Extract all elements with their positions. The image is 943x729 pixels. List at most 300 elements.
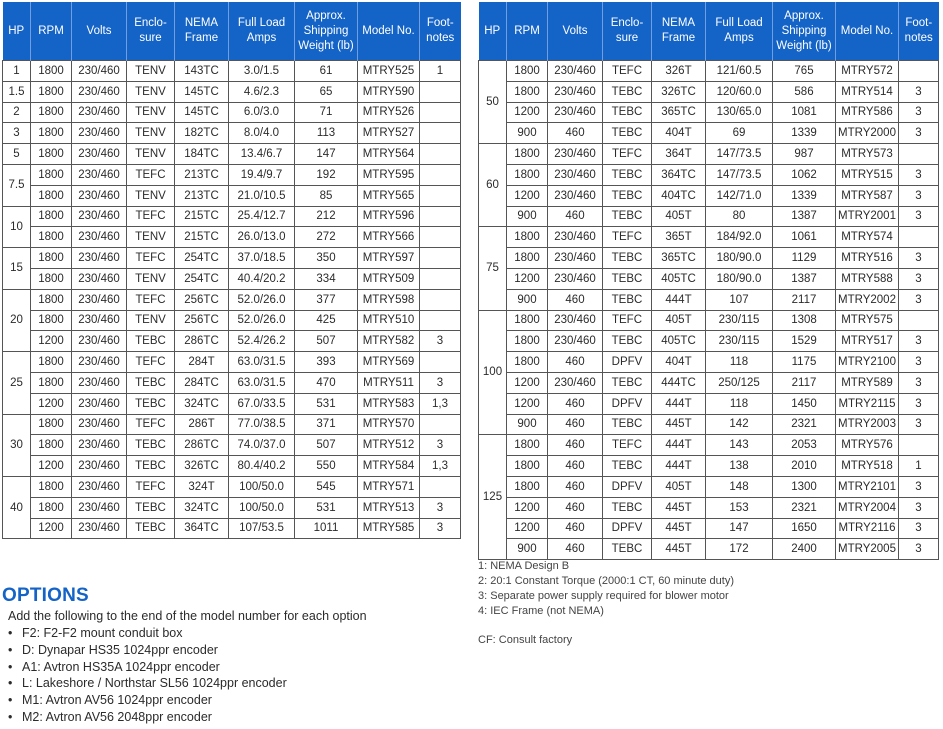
- table-cell: 256TC: [175, 310, 229, 331]
- table-row: [479, 456, 939, 477]
- table-cell: 19.4/9.7: [229, 164, 295, 185]
- table-cell: 65: [295, 81, 358, 102]
- table-cell: 286T: [175, 414, 229, 435]
- table-cell: 3: [420, 497, 461, 518]
- table-cell: 444T: [652, 435, 706, 456]
- table-cell: MTRY514: [836, 81, 899, 102]
- table-cell: 120/60.0: [706, 81, 773, 102]
- table-cell: MTRY2100: [836, 352, 899, 373]
- table-row: [479, 123, 939, 144]
- hp-cell: 50: [479, 61, 507, 144]
- option-text: A1: Avtron HS35A 1024ppr encoder: [22, 659, 220, 674]
- column-header: Approx. Shipping Weight (lb): [773, 2, 836, 61]
- table-cell: 405TC: [652, 331, 706, 352]
- table-cell: MTRY569: [358, 352, 420, 373]
- table-cell: [899, 144, 939, 165]
- option-item: [8, 659, 287, 676]
- bullet: •: [8, 626, 13, 640]
- table-cell: MTRY525: [358, 61, 420, 82]
- table-cell: 1200: [31, 393, 72, 414]
- table-cell: 444T: [652, 456, 706, 477]
- table-cell: 1: [899, 456, 939, 477]
- column-header: NEMA Frame: [652, 2, 706, 61]
- table-cell: MTRY576: [836, 435, 899, 456]
- table-cell: TEFC: [603, 144, 652, 165]
- table-cell: 1529: [773, 331, 836, 352]
- table-cell: 371: [295, 414, 358, 435]
- table-cell: 2117: [773, 289, 836, 310]
- table-cell: 254TC: [175, 248, 229, 269]
- table-cell: 130/65.0: [706, 102, 773, 123]
- hp-cell: 10: [3, 206, 31, 248]
- table-cell: 2010: [773, 456, 836, 477]
- table-cell: TEFC: [127, 414, 175, 435]
- table-cell: 1200: [507, 185, 548, 206]
- table-cell: TEBC: [127, 435, 175, 456]
- table-cell: 1200: [507, 393, 548, 414]
- bullet: •: [8, 676, 13, 691]
- table-row: [3, 393, 461, 414]
- column-header: RPM: [507, 2, 548, 61]
- table-cell: 326T: [652, 61, 706, 82]
- table-cell: 1800: [31, 310, 72, 331]
- table-cell: 3: [420, 435, 461, 456]
- table-cell: MTRY2000: [836, 123, 899, 144]
- table-cell: 425: [295, 310, 358, 331]
- table-cell: 1800: [507, 81, 548, 102]
- table-cell: 61: [295, 61, 358, 82]
- hp-cell: 100: [479, 310, 507, 435]
- table-cell: 324TC: [175, 393, 229, 414]
- table-cell: 212: [295, 206, 358, 227]
- table-cell: 1800: [31, 372, 72, 393]
- table-cell: 1800: [31, 185, 72, 206]
- table-cell: [420, 310, 461, 331]
- table-cell: 405TC: [652, 268, 706, 289]
- table-cell: 1800: [31, 81, 72, 102]
- table-cell: 3: [899, 497, 939, 518]
- table-cell: 25.4/12.7: [229, 206, 295, 227]
- table-cell: 1800: [31, 352, 72, 373]
- table-cell: 230/460: [548, 372, 603, 393]
- table-cell: DPFV: [603, 393, 652, 414]
- table-cell: 145TC: [175, 81, 229, 102]
- table-cell: 1339: [773, 123, 836, 144]
- table-cell: 1200: [507, 268, 548, 289]
- table-cell: [420, 144, 461, 165]
- table-cell: 1800: [31, 248, 72, 269]
- table-cell: 460: [548, 518, 603, 539]
- footnotes-list: [478, 559, 734, 619]
- table-cell: 1800: [31, 227, 72, 248]
- table-cell: 1387: [773, 206, 836, 227]
- table-cell: 1800: [31, 144, 72, 165]
- table-cell: 1650: [773, 518, 836, 539]
- table-cell: [420, 102, 461, 123]
- table-cell: 445T: [652, 497, 706, 518]
- table-cell: [899, 310, 939, 331]
- hp-cell: 1.5: [3, 81, 31, 102]
- table-cell: 8.0/4.0: [229, 123, 295, 144]
- table-cell: 6.0/3.0: [229, 102, 295, 123]
- table-cell: 147: [295, 144, 358, 165]
- table-cell: 100/50.0: [229, 497, 295, 518]
- table-cell: TEFC: [127, 248, 175, 269]
- hp-cell: 60: [479, 144, 507, 227]
- table-row: [479, 102, 939, 123]
- table-cell: MTRY2115: [836, 393, 899, 414]
- table-cell: 256TC: [175, 289, 229, 310]
- table-row: [3, 435, 461, 456]
- table-cell: 52.0/26.0: [229, 310, 295, 331]
- table-cell: 77.0/38.5: [229, 414, 295, 435]
- table-cell: TEBC: [603, 81, 652, 102]
- table-cell: 460: [548, 539, 603, 560]
- table-cell: 1,3: [420, 393, 461, 414]
- table-row: [479, 310, 939, 331]
- table-cell: 230/460: [72, 331, 127, 352]
- column-header: Volts: [72, 2, 127, 61]
- table-cell: [420, 289, 461, 310]
- table-cell: [420, 268, 461, 289]
- table-cell: TEFC: [603, 61, 652, 82]
- table-cell: 180/90.0: [706, 268, 773, 289]
- table-cell: TENV: [127, 102, 175, 123]
- table-cell: 230/460: [548, 81, 603, 102]
- table-cell: 230/460: [548, 144, 603, 165]
- table-cell: 182TC: [175, 123, 229, 144]
- table-row: [479, 164, 939, 185]
- table-cell: 365TC: [652, 102, 706, 123]
- table-cell: 460: [548, 476, 603, 497]
- footnote-item: 2: 20:1 Constant Torque (2000:1 CT, 60 minute duty): [478, 575, 735, 587]
- table-cell: 460: [548, 497, 603, 518]
- table-cell: MTRY2004: [836, 497, 899, 518]
- table-row: [3, 61, 461, 82]
- table-cell: 2321: [773, 497, 836, 518]
- table-cell: MTRY573: [836, 144, 899, 165]
- table-cell: 1308: [773, 310, 836, 331]
- table-row: [479, 393, 939, 414]
- table-row: [479, 518, 939, 539]
- table-cell: MTRY512: [358, 435, 420, 456]
- table-cell: 3: [899, 518, 939, 539]
- table-cell: TEBC: [603, 414, 652, 435]
- table-cell: MTRY2002: [836, 289, 899, 310]
- table-cell: 230/460: [72, 81, 127, 102]
- table-cell: 284T: [175, 352, 229, 373]
- table-cell: MTRY2101: [836, 476, 899, 497]
- table-cell: MTRY574: [836, 227, 899, 248]
- options-intro: Add the following to the end of the model number for each option: [8, 609, 367, 623]
- table-cell: 143: [706, 435, 773, 456]
- table-cell: MTRY2003: [836, 414, 899, 435]
- table-cell: TEBC: [603, 539, 652, 560]
- table-cell: 3: [899, 331, 939, 352]
- table-cell: 1200: [31, 518, 72, 539]
- table-row: [3, 289, 461, 310]
- table-cell: 230/460: [72, 435, 127, 456]
- table-cell: TENV: [127, 144, 175, 165]
- table-row: [3, 123, 461, 144]
- table-cell: 213TC: [175, 164, 229, 185]
- table-cell: 107/53.5: [229, 518, 295, 539]
- motor-table-right: [478, 2, 939, 560]
- table-cell: 3.0/1.5: [229, 61, 295, 82]
- table-cell: 2321: [773, 414, 836, 435]
- table-header-row: [479, 2, 939, 61]
- table-cell: 121/60.5: [706, 61, 773, 82]
- table-row: [479, 435, 939, 456]
- table-cell: 153: [706, 497, 773, 518]
- table-cell: DPFV: [603, 352, 652, 373]
- table-cell: 230/460: [72, 414, 127, 435]
- table-cell: 37.0/18.5: [229, 248, 295, 269]
- table-cell: 1061: [773, 227, 836, 248]
- table-cell: 404TC: [652, 185, 706, 206]
- table-cell: 13.4/6.7: [229, 144, 295, 165]
- table-cell: 286TC: [175, 435, 229, 456]
- table-cell: MTRY2005: [836, 539, 899, 560]
- table-cell: TEFC: [603, 435, 652, 456]
- table-cell: MTRY572: [836, 61, 899, 82]
- table-cell: 230/460: [548, 331, 603, 352]
- table-row: [479, 352, 939, 373]
- table-cell: 272: [295, 227, 358, 248]
- table-cell: 445T: [652, 539, 706, 560]
- footnote-item: 3: Separate power supply required for blower motor: [478, 590, 729, 602]
- table-cell: [420, 164, 461, 185]
- table-cell: TEBC: [127, 372, 175, 393]
- table-cell: 1200: [507, 518, 548, 539]
- table-cell: 52.4/26.2: [229, 331, 295, 352]
- table-cell: 180/90.0: [706, 248, 773, 269]
- table-cell: 172: [706, 539, 773, 560]
- table-cell: 286TC: [175, 331, 229, 352]
- option-item: [8, 692, 287, 709]
- table-cell: 460: [548, 435, 603, 456]
- table-cell: 230/460: [72, 310, 127, 331]
- table-cell: [420, 248, 461, 269]
- table-cell: MTRY518: [836, 456, 899, 477]
- table-cell: 3: [899, 248, 939, 269]
- table-cell: 1800: [31, 164, 72, 185]
- table-cell: 147/73.5: [706, 164, 773, 185]
- table-cell: 3: [420, 331, 461, 352]
- table-cell: [420, 206, 461, 227]
- table-cell: 74.0/37.0: [229, 435, 295, 456]
- table-cell: 230/460: [72, 227, 127, 248]
- table-cell: 230/460: [72, 164, 127, 185]
- table-cell: 1800: [507, 352, 548, 373]
- table-cell: 230/460: [72, 352, 127, 373]
- table-cell: 1800: [31, 102, 72, 123]
- table-cell: TEBC: [603, 164, 652, 185]
- table-cell: 1800: [507, 435, 548, 456]
- table-cell: MTRY2116: [836, 518, 899, 539]
- table-cell: 460: [548, 206, 603, 227]
- table-cell: TEFC: [127, 164, 175, 185]
- table-cell: TEBC: [603, 185, 652, 206]
- table-cell: 230/460: [72, 61, 127, 82]
- table-row: [479, 372, 939, 393]
- table-cell: 250/125: [706, 372, 773, 393]
- table-cell: MTRY570: [358, 414, 420, 435]
- bullet: •: [8, 709, 13, 724]
- table-cell: 215TC: [175, 227, 229, 248]
- table-row: [479, 497, 939, 518]
- column-header: Foot- notes: [420, 2, 461, 61]
- table-cell: MTRY575: [836, 310, 899, 331]
- table-cell: 1800: [31, 268, 72, 289]
- table-cell: 460: [548, 456, 603, 477]
- option-item: [8, 675, 287, 692]
- table-cell: 365TC: [652, 248, 706, 269]
- table-row: [479, 539, 939, 560]
- table-cell: MTRY526: [358, 102, 420, 123]
- table-cell: 230/460: [72, 476, 127, 497]
- table-cell: 3: [899, 476, 939, 497]
- table-row: [3, 476, 461, 497]
- hp-cell: 2: [3, 102, 31, 123]
- table-cell: TEFC: [603, 227, 652, 248]
- table-cell: 1800: [507, 164, 548, 185]
- table-cell: 1339: [773, 185, 836, 206]
- table-cell: [420, 352, 461, 373]
- table-cell: 460: [548, 393, 603, 414]
- table-row: [3, 144, 461, 165]
- option-text: D: Dynapar HS35 1024ppr encoder: [22, 642, 218, 657]
- table-cell: 444T: [652, 393, 706, 414]
- table-cell: MTRY566: [358, 227, 420, 248]
- table-cell: MTRY590: [358, 81, 420, 102]
- table-cell: 460: [548, 352, 603, 373]
- table-cell: MTRY589: [836, 372, 899, 393]
- table-row: [479, 414, 939, 435]
- table-row: [3, 227, 461, 248]
- table-cell: 507: [295, 331, 358, 352]
- table-cell: 63.0/31.5: [229, 352, 295, 373]
- table-cell: 254TC: [175, 268, 229, 289]
- table-cell: 230/460: [72, 497, 127, 518]
- table-cell: 404T: [652, 352, 706, 373]
- table-cell: MTRY509: [358, 268, 420, 289]
- table-row: [3, 248, 461, 269]
- table-cell: 1200: [507, 497, 548, 518]
- table-cell: 3: [899, 414, 939, 435]
- table-row: [3, 497, 461, 518]
- table-cell: 1200: [31, 331, 72, 352]
- table-cell: 230/460: [72, 248, 127, 269]
- table-cell: 230/460: [72, 102, 127, 123]
- table-cell: 365T: [652, 227, 706, 248]
- table-cell: TENV: [127, 123, 175, 144]
- table-cell: 1062: [773, 164, 836, 185]
- table-cell: 1200: [31, 456, 72, 477]
- table-row: [479, 185, 939, 206]
- table-cell: 586: [773, 81, 836, 102]
- table-cell: [899, 227, 939, 248]
- table-cell: 67.0/33.5: [229, 393, 295, 414]
- table-row: [3, 414, 461, 435]
- options-title: OPTIONS: [2, 585, 89, 606]
- column-header: Enclo- sure: [127, 2, 175, 61]
- bullet: •: [8, 659, 13, 674]
- table-cell: 460: [548, 289, 603, 310]
- table-row: [3, 185, 461, 206]
- table-cell: 900: [507, 206, 548, 227]
- table-cell: 230/460: [548, 227, 603, 248]
- table-cell: TEBC: [127, 331, 175, 352]
- table-cell: 3: [899, 289, 939, 310]
- table-cell: 52.0/26.0: [229, 289, 295, 310]
- table-cell: [420, 476, 461, 497]
- table-cell: 445T: [652, 518, 706, 539]
- table-cell: MTRY583: [358, 393, 420, 414]
- table-cell: TENV: [127, 227, 175, 248]
- option-text: M1: Avtron AV56 1024ppr encoder: [22, 693, 212, 708]
- table-cell: TEFC: [603, 310, 652, 331]
- table-cell: 470: [295, 372, 358, 393]
- table-cell: TEBC: [127, 518, 175, 539]
- table-cell: [420, 185, 461, 206]
- table-cell: 1800: [507, 310, 548, 331]
- table-cell: 3: [899, 185, 939, 206]
- table-cell: 143TC: [175, 61, 229, 82]
- hp-cell: 1: [3, 61, 31, 82]
- table-cell: 900: [507, 289, 548, 310]
- table-cell: 147: [706, 518, 773, 539]
- column-header: Foot- notes: [899, 2, 939, 61]
- table-row: [3, 456, 461, 477]
- table-cell: 184TC: [175, 144, 229, 165]
- table-cell: 230/460: [548, 61, 603, 82]
- table-cell: 40.4/20.2: [229, 268, 295, 289]
- table-cell: MTRY515: [836, 164, 899, 185]
- table-cell: 230/460: [548, 164, 603, 185]
- table-cell: 3: [899, 102, 939, 123]
- table-cell: 80: [706, 206, 773, 227]
- table-cell: DPFV: [603, 476, 652, 497]
- hp-cell: 75: [479, 227, 507, 310]
- table-cell: 21.0/10.5: [229, 185, 295, 206]
- table-cell: 1200: [507, 372, 548, 393]
- table-cell: TEBC: [603, 268, 652, 289]
- table-cell: MTRY586: [836, 102, 899, 123]
- table-cell: TEFC: [127, 352, 175, 373]
- table-cell: 1800: [507, 456, 548, 477]
- column-header: Model No.: [358, 2, 420, 61]
- table-cell: 405T: [652, 310, 706, 331]
- table-cell: 147/73.5: [706, 144, 773, 165]
- table-row: [479, 268, 939, 289]
- table-cell: 284TC: [175, 372, 229, 393]
- table-cell: TEBC: [603, 497, 652, 518]
- options-list: [8, 625, 287, 726]
- consult-factory-note: CF: Consult factory: [478, 634, 573, 646]
- table-cell: MTRY564: [358, 144, 420, 165]
- table-cell: 184/92.0: [706, 227, 773, 248]
- hp-cell: 20: [3, 289, 31, 351]
- table-cell: 3: [899, 268, 939, 289]
- hp-cell: 7.5: [3, 164, 31, 206]
- option-item: [8, 625, 287, 642]
- table-row: [3, 81, 461, 102]
- table-cell: 230/460: [72, 289, 127, 310]
- table-cell: 100/50.0: [229, 476, 295, 497]
- table-cell: 3: [899, 81, 939, 102]
- table-cell: 230/460: [548, 185, 603, 206]
